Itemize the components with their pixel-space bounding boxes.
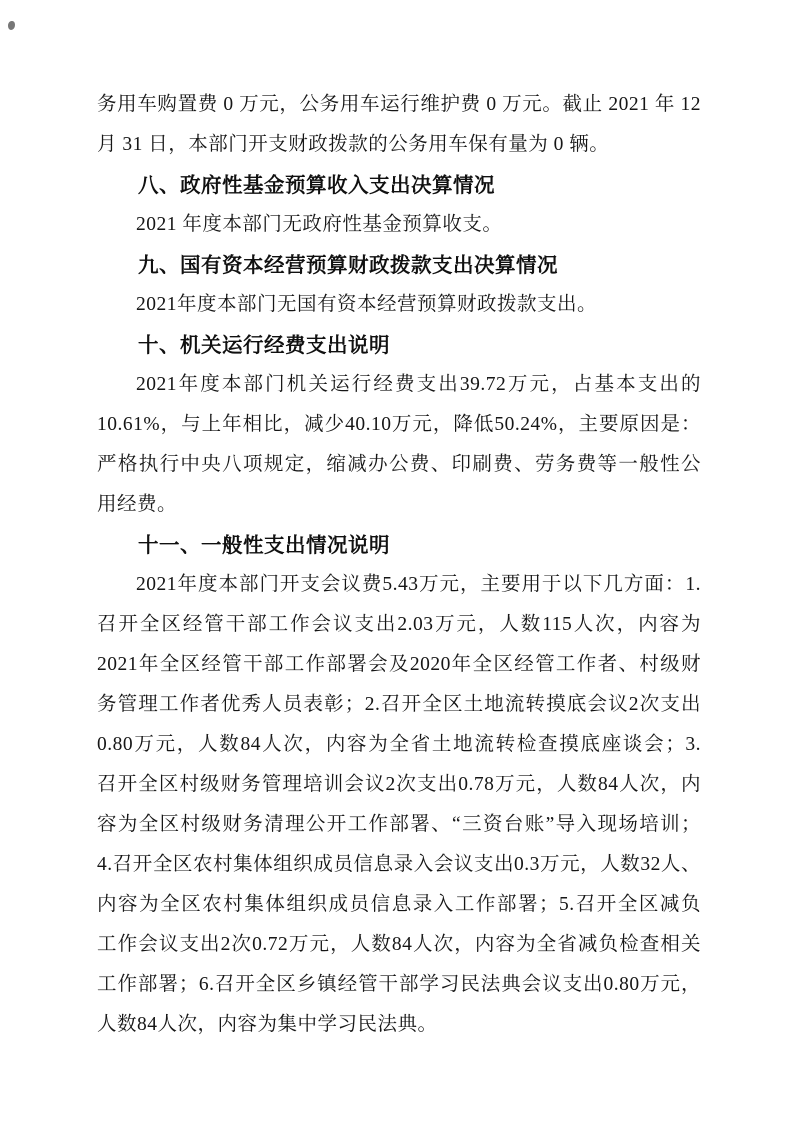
text-line: 务用车购置费 0 万元，公务用车运行维护费 0 万元。截止 2021 年 12 <box>97 94 701 115</box>
paragraph-government-fund <box>97 205 701 245</box>
section-heading-9-state-capital: 九、国有资本经营预算财政拨款支出决算情况 <box>138 253 558 277</box>
text-line: 务管理工作者优秀人员表彰；2.召开全区土地流转摸底会议2次支出 <box>97 694 701 715</box>
text-line: 2021年度本部门开支会议费5.43万元，主要用于以下几方面：1. <box>136 574 701 595</box>
text-line: 容为全区村级财务清理公开工作部署、“三资台账”导入现场培训； <box>97 814 701 835</box>
text-line: 人数84人次，内容为集中学习民法典。 <box>97 1014 438 1035</box>
text-line: 月 31 日，本部门开支财政拨款的公务用车保有量为 0 辆。 <box>97 134 610 155</box>
text-line: 10.61%，与上年相比，减少40.10万元，降低50.24%，主要原因是： <box>97 414 701 435</box>
paragraph-state-capital <box>97 285 701 325</box>
text-line: 用经费。 <box>97 494 178 515</box>
text-line: 内容为全区农村集体组织成员信息录入工作部署；5.召开全区减负 <box>97 894 701 915</box>
paragraph-general-expenses <box>97 565 701 1045</box>
text-line: 工作部署；6.召开全区乡镇经管干部学习民法典会议支出0.80万元， <box>97 974 701 995</box>
text-line: 2021年度本部门机关运行经费支出39.72万元，占基本支出的 <box>136 374 701 395</box>
text-line: 0.80万元，人数84人次，内容为全省土地流转检查摸底座谈会；3. <box>97 734 701 755</box>
paragraph-operating-expenses <box>97 365 701 525</box>
text-line: 2021年全区经管干部工作部署会及2020年全区经管工作者、村级财 <box>97 654 701 675</box>
text-line: 4.召开全区农村集体组织成员信息录入会议支出0.3万元，人数32人、 <box>97 854 701 875</box>
text-line: 召开全区经管干部工作会议支出2.03万元，人数115人次，内容为 <box>97 614 701 635</box>
text-line: 召开全区村级财务管理培训会议2次支出0.78万元，人数84人次，内 <box>97 774 701 795</box>
text-line: 2021年度本部门无国有资本经营预算财政拨款支出。 <box>136 294 598 315</box>
text-line: 工作会议支出2次0.72万元，人数84人次，内容为全省减负检查相关 <box>97 934 701 955</box>
section-heading-11-general-expenses: 十一、一般性支出情况说明 <box>138 533 390 557</box>
section-heading-8-government-fund: 八、政府性基金预算收入支出决算情况 <box>138 173 495 197</box>
section-heading-10-operating-expenses: 十、机关运行经费支出说明 <box>138 333 390 357</box>
paragraph-vehicle-expenses-continued <box>97 85 701 165</box>
text-line: 2021 年度本部门无政府性基金预算收支。 <box>136 214 503 235</box>
scan-artifact <box>8 21 15 30</box>
text-line: 严格执行中央八项规定，缩减办公费、印刷费、劳务费等一般性公 <box>97 454 701 475</box>
